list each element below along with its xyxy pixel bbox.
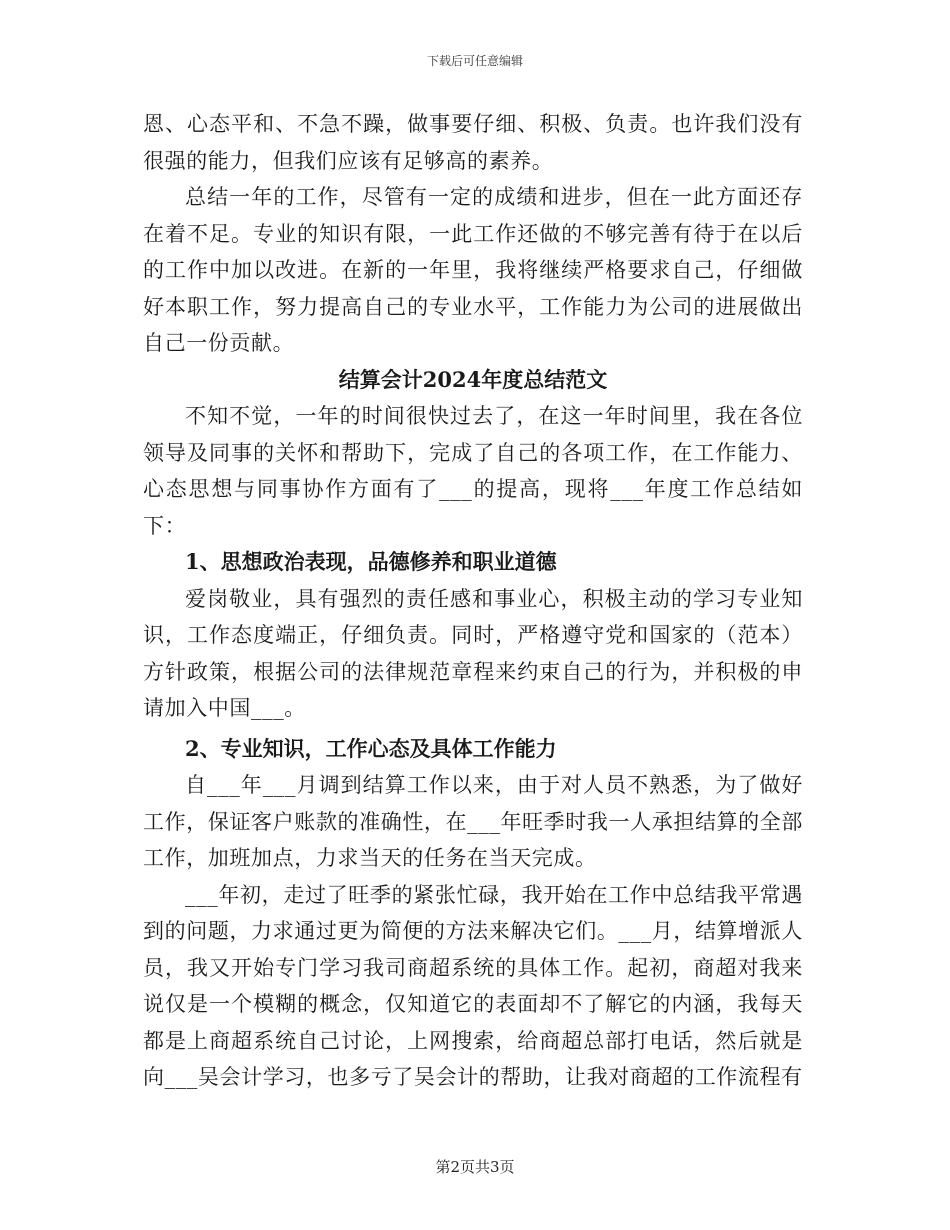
document-title: 结算会计2024年度总结范文 — [338, 366, 608, 392]
section-heading-2: 2、专业知识，工作心态及具体工作能力 — [185, 735, 557, 761]
paragraph-3: 不知不觉，一年的时间很快过去了，在这一年时间里，我在各位领导及同事的关怀和帮助下，完成了自己的各项工作，在工作能力、心态思想与同事协作方面有了___的提高，现将___年度工作总结如下： — [143, 404, 803, 538]
page-header: 下载后可任意编辑 — [426, 54, 523, 68]
section-heading-1: 1、思想政治表现，品德修养和职业道德 — [185, 549, 557, 574]
paragraph-6: ___年初，走过了旺季的紧张忙碌，我开始在工作中总结我平常遇到的问题，力求通过更为简便的方法来解决它们。___月，结算增派人员，我又开始专门学习我司商超系统的具体工作。起初，商超对我来说仅是一个模糊的概念，仅知道它的表面却不了解它的内涵，我每天都是上商超系统自己讨论，上网搜索，给商超总部打电话，然后就是向___吴会计学习，也多亏了吴会计的帮助，让我对商超的工作流程有 — [143, 882, 803, 1089]
paragraph-5: 自___年___月调到结算工作以来，由于对人员不熟悉，为了做好工作，保证客户账款的准确性，在___年旺季时我一人承担结算的全部工作，加班加点，力求当天的任务在当天完成。 — [143, 773, 803, 870]
page-footer: 第2页共3页 — [435, 1158, 515, 1176]
paragraph-2: 总结一年的工作，尽管有一定的成绩和进步，但在一此方面还存在着不足。专业的知识有限，一此工作还做的不够完善有待于在以后的工作中加以改进。在新的一年里，我将继续严格要求自己，仔细做好本职工作，努力提高自己的专业水平，工作能力为公司的进展做出自己一份贡献。 — [143, 185, 803, 355]
paragraph-4: 爱岗敬业，具有强烈的责任感和事业心，积极主动的学习专业知识，工作态度端正，仔细负责。同时，严格遵守党和国家的（范本）方针政策，根据公司的法律规范章程来约束自己的行为，并积极的申请加入中国___。 — [143, 586, 803, 720]
paragraph-1: 恩、心态平和、不急不躁，做事要仔细、积极、负责。也许我们没有很强的能力，但我们应该有足够高的素养。 — [143, 112, 803, 173]
document-body — [143, 106, 803, 1096]
